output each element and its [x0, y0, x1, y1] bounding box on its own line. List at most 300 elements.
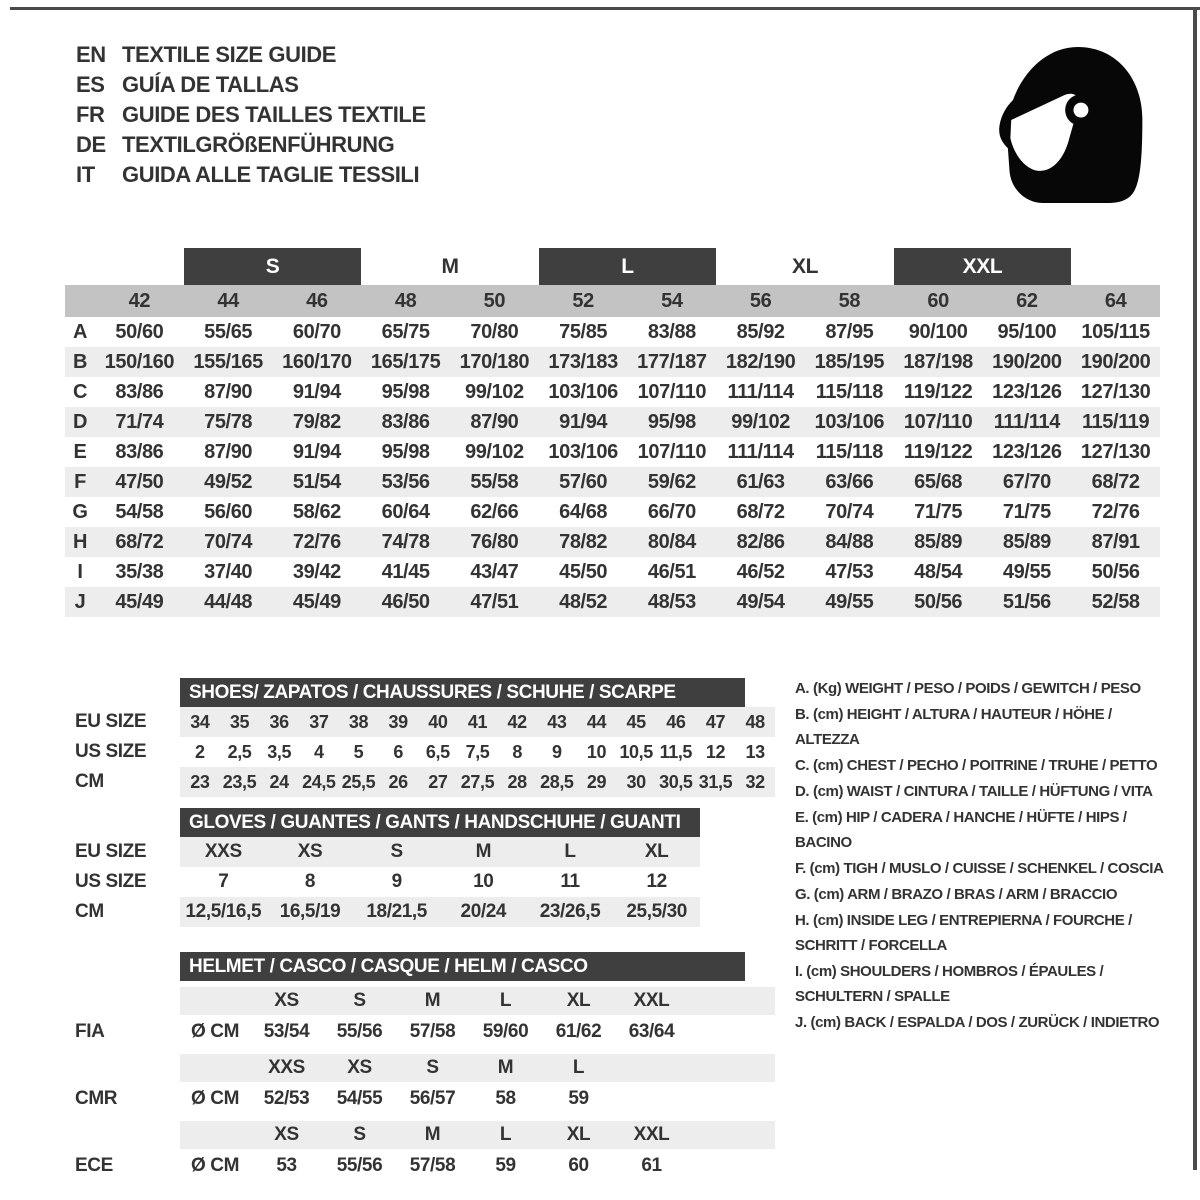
- size-value-cell: 87/90: [470, 410, 519, 433]
- size-value-cell: 54/58: [115, 500, 164, 523]
- size-value-cell: 75/78: [204, 410, 253, 433]
- size-value-cell: 27,5: [460, 771, 495, 792]
- helmet-size-header: XS: [347, 1057, 372, 1078]
- language-code: DE: [76, 132, 106, 157]
- language-row: [76, 70, 426, 100]
- size-value-cell: XS: [297, 841, 323, 862]
- row-letter: D: [72, 410, 88, 433]
- row-letter: F: [74, 470, 86, 493]
- size-value-cell: 90/100: [908, 320, 968, 343]
- row-values: [180, 737, 775, 767]
- helmet-size-value: 61/62: [555, 1020, 602, 1042]
- size-value-cell: 83/86: [115, 380, 164, 403]
- size-value-cell: 44: [586, 711, 607, 732]
- size-value-cell: 48/52: [559, 590, 608, 613]
- size-value-cell: 63/66: [825, 470, 874, 493]
- row-label: EU SIZE: [75, 841, 147, 862]
- size-column-header: 58: [838, 289, 861, 312]
- corner-spacer: [65, 285, 95, 317]
- section-title-helmet: HELMET / CASCO / CASQUE / HELM / CASCO: [180, 952, 745, 981]
- size-value-cell: 99/102: [464, 440, 524, 463]
- size-value-cell: 45: [626, 711, 646, 732]
- size-value-cell: 50/56: [1091, 560, 1140, 583]
- row-values: [180, 1149, 775, 1182]
- language-code: FR: [76, 102, 105, 127]
- size-value-cell: 49/55: [1002, 560, 1051, 583]
- standard-label: ECE: [75, 1154, 113, 1176]
- size-value-cell: 170/180: [459, 350, 530, 373]
- size-value-cell: 190/200: [992, 350, 1062, 373]
- size-value-cell: 44/48: [204, 590, 253, 613]
- size-value-cell: 25,5: [341, 771, 376, 792]
- size-value-cell: 7,5: [465, 741, 490, 762]
- size-value-cell: 50/56: [914, 590, 963, 613]
- legend-item-i: I. (cm) SHOULDERS / HOMBROS / ÉPAULES / SCHULTERN / SPALLE: [795, 963, 1104, 1005]
- size-value-cell: 119/122: [903, 380, 973, 403]
- row-label: CM: [75, 901, 104, 922]
- size-value-cell: 9: [391, 871, 402, 892]
- size-value-cell: 12,5/16,5: [185, 901, 262, 922]
- size-value-cell: 20/24: [460, 901, 507, 922]
- helmet-size-header: M: [424, 990, 441, 1011]
- legend-item-a: A. (Kg) WEIGHT / PESO / POIDS / GEWITCH / PESO: [795, 680, 1141, 697]
- size-value-cell: 39: [388, 711, 408, 732]
- language-code: ES: [76, 72, 105, 97]
- size-value-cell: 43/47: [470, 560, 519, 583]
- row-values: [180, 837, 700, 867]
- size-value-cell: 26: [388, 771, 408, 792]
- textile-row-c: [65, 377, 1160, 407]
- size-column-header: 64: [1104, 289, 1127, 312]
- size-value-cell: 31,5: [698, 771, 733, 792]
- size-value-cell: 49/55: [825, 590, 874, 613]
- standard-label: CMR: [75, 1087, 118, 1109]
- helmet-size-value: 55/56: [336, 1020, 383, 1042]
- size-value-cell: 72/76: [1091, 500, 1140, 523]
- size-value-cell: 11: [560, 871, 580, 892]
- helmet-value-row-cmr: [75, 1082, 775, 1115]
- size-value-cell: 7: [218, 871, 229, 892]
- row-values: [180, 1082, 775, 1115]
- standard-label: FIA: [75, 1020, 105, 1042]
- helmet-size-value: 56/57: [409, 1087, 456, 1109]
- legend-item-c: C. (cm) CHEST / PECHO / POITRINE / TRUHE / PETTO: [795, 757, 1158, 774]
- size-column-header: 52: [572, 289, 594, 312]
- size-value-cell: 52/58: [1091, 590, 1140, 613]
- size-value-cell: 62/66: [470, 500, 519, 523]
- size-value-cell: 103/106: [548, 440, 618, 463]
- size-value-cell: 85/89: [1002, 530, 1051, 553]
- size-value-cell: 39/42: [292, 560, 341, 583]
- size-value-cell: 58/62: [292, 500, 341, 523]
- size-value-cell: 48/53: [647, 590, 696, 613]
- size-value-cell: 4: [314, 741, 324, 762]
- legend-item-b: B. (cm) HEIGHT / ALTURA / HAUTEUR / HÖHE / ALTEZZA: [795, 706, 1112, 748]
- size-value-cell: 40: [428, 711, 448, 732]
- helmet-size-header: XXL: [633, 990, 670, 1011]
- gloves-row-eu-size: [75, 837, 700, 867]
- size-value-cell: 61/63: [736, 470, 785, 493]
- size-value-cell: 71/74: [115, 410, 164, 433]
- size-value-cell: 6,5: [425, 741, 450, 762]
- textile-row-f: [65, 467, 1160, 497]
- size-value-cell: 115/118: [815, 440, 884, 463]
- size-value-cell: 13: [745, 741, 765, 762]
- row-values: [180, 707, 775, 737]
- size-value-cell: 28: [507, 771, 527, 792]
- size-value-cell: 6: [393, 741, 403, 762]
- language-code: IT: [76, 162, 95, 187]
- size-value-cell: 12: [646, 871, 667, 892]
- row-letter: J: [74, 590, 86, 613]
- size-value-cell: 185/195: [814, 350, 885, 373]
- size-value-cell: 70/80: [470, 320, 519, 343]
- size-value-cell: 30: [626, 771, 646, 792]
- size-value-cell: S: [390, 841, 403, 862]
- size-value-cell: 85/89: [914, 530, 963, 553]
- textile-row-b: [65, 347, 1160, 377]
- size-value-cell: 45/49: [115, 590, 164, 613]
- size-value-cell: 23,5: [222, 771, 257, 792]
- size-value-cell: 47/50: [115, 470, 164, 493]
- size-value-cell: 45/49: [292, 590, 341, 613]
- language-title-list: [76, 40, 426, 190]
- size-value-cell: 187/198: [903, 350, 973, 373]
- helmet-size-header: XXL: [633, 1124, 670, 1145]
- size-value-cell: 57/60: [559, 470, 608, 493]
- spacer-cell: [180, 987, 250, 1015]
- size-value-cell: 87/90: [204, 380, 253, 403]
- language-row: [76, 40, 426, 70]
- size-value-cell: 68/72: [115, 530, 164, 553]
- size-value-cell: 45/50: [559, 560, 608, 583]
- size-value-cell: 103/106: [548, 380, 618, 403]
- size-value-cell: 91/94: [292, 380, 341, 403]
- size-value-cell: 79/82: [292, 410, 341, 433]
- size-value-cell: 10: [473, 871, 494, 892]
- size-value-cell: 160/170: [282, 350, 352, 373]
- size-column-header: 42: [128, 289, 151, 312]
- size-value-cell: 41/45: [381, 560, 430, 583]
- size-value-cell: L: [564, 841, 576, 862]
- size-value-cell: 84/88: [825, 530, 874, 553]
- size-value-cell: 60/64: [381, 500, 430, 523]
- size-column-header: 48: [394, 289, 417, 312]
- size-value-cell: 2,5: [227, 741, 252, 762]
- helmet-size-header: L: [572, 1057, 585, 1078]
- size-value-cell: 103/106: [814, 410, 885, 433]
- size-value-cell: 47: [705, 711, 726, 732]
- size-value-cell: 105/115: [1081, 320, 1150, 343]
- helmet-size-value: 52/53: [263, 1087, 310, 1109]
- size-value-cell: XL: [644, 841, 669, 862]
- size-column-header: 60: [927, 289, 949, 312]
- legend-item-j: J. (cm) BACK / ESPALDA / DOS / ZURÜCK / INDIETRO: [795, 1014, 1160, 1031]
- textile-measure-rows: [65, 317, 1160, 617]
- size-value-cell: 91/94: [559, 410, 608, 433]
- helmet-size-value: 59: [568, 1087, 589, 1109]
- size-value-cell: 47/51: [470, 590, 519, 613]
- helmet-size-value: 61: [641, 1154, 662, 1176]
- size-group-header-row: [65, 248, 1160, 285]
- size-value-cell: 49/52: [204, 470, 253, 493]
- size-value-cell: 46: [666, 711, 686, 732]
- size-value-cell: 85/92: [736, 320, 785, 343]
- legend-item-d: D. (cm) WAIST / CINTURA / TAILLE / HÜFTUNG / VITA: [795, 783, 1153, 800]
- size-value-cell: 107/110: [637, 440, 707, 463]
- size-value-cell: 11,5: [659, 741, 693, 762]
- legend-item-h: H. (cm) INSIDE LEG / ENTREPIERNA / FOURCHE / SCHRITT / FORCELLA: [795, 912, 1132, 954]
- size-value-cell: 68/72: [1091, 470, 1140, 493]
- size-value-cell: 36: [269, 711, 289, 732]
- size-value-cell: 56/60: [204, 500, 253, 523]
- size-value-cell: 3,5: [267, 741, 292, 762]
- helmet-size-header: XS: [274, 990, 299, 1011]
- size-value-cell: 87/91: [1091, 530, 1140, 553]
- helmet-size-table: [75, 952, 775, 1182]
- size-value-cell: 155/165: [193, 350, 263, 373]
- size-value-cell: 46/50: [381, 590, 430, 613]
- row-letter: H: [72, 530, 88, 553]
- language-row: [76, 100, 426, 130]
- size-value-cell: 35: [229, 711, 250, 732]
- size-value-cell: 29: [586, 771, 607, 792]
- size-column-header: 54: [661, 289, 683, 312]
- size-value-cell: 42: [507, 711, 527, 732]
- row-label: US SIZE: [75, 741, 147, 762]
- shoes-row-eu-size: [75, 707, 775, 737]
- shoes-rows: [75, 707, 775, 797]
- diameter-unit-label: Ø CM: [190, 1020, 239, 1042]
- size-value-cell: 87/90: [204, 440, 253, 463]
- size-value-cell: 107/110: [637, 380, 707, 403]
- size-group-xl: XL: [791, 254, 819, 278]
- size-value-cell: 27: [428, 771, 448, 792]
- size-value-cell: 83/88: [647, 320, 696, 343]
- row-values: [180, 867, 700, 897]
- textile-row-h: [65, 527, 1160, 557]
- size-value-cell: 80/84: [647, 530, 696, 553]
- size-value-cell: 18/21,5: [366, 901, 427, 922]
- gloves-row-cm: [75, 897, 700, 927]
- size-value-cell: 127/130: [1080, 440, 1151, 463]
- helmet-size-value: 59: [495, 1154, 516, 1176]
- gloves-rows: [75, 837, 700, 927]
- row-letter: E: [73, 440, 87, 463]
- row-letter: A: [72, 320, 88, 343]
- language-title: GUIDE DES TAILLES TEXTILE: [122, 102, 426, 127]
- size-value-cell: 37/40: [204, 560, 253, 583]
- size-value-cell: 78/82: [559, 530, 608, 553]
- size-value-cell: 38: [348, 711, 369, 732]
- textile-size-table: [65, 248, 1160, 617]
- size-value-cell: 71/75: [914, 500, 963, 523]
- top-border-rule: [10, 7, 1200, 10]
- size-value-cell: 182/190: [725, 350, 796, 373]
- size-value-cell: 49/54: [736, 590, 785, 613]
- size-value-cell: 37: [309, 711, 329, 732]
- size-value-cell: 41: [467, 711, 488, 732]
- legend-item-f: F. (cm) TIGH / MUSLO / CUISSE / SCHENKEL / COSCIA: [795, 860, 1164, 877]
- size-value-cell: 48/54: [914, 560, 963, 583]
- row-values: [180, 897, 700, 927]
- size-value-cell: 95/98: [381, 380, 430, 403]
- size-value-cell: 55/58: [470, 470, 519, 493]
- row-label: CM: [75, 771, 104, 792]
- row-letter: B: [72, 350, 88, 373]
- helmet-size-value: 59/60: [482, 1020, 529, 1042]
- size-value-cell: 173/183: [548, 350, 618, 373]
- helmet-size-header: XS: [274, 1124, 299, 1145]
- measurement-legend: [795, 676, 1177, 1036]
- spacer-cell: [180, 1121, 250, 1149]
- helmet-size-header: XL: [566, 1124, 591, 1145]
- shoes-row-us-size: [75, 737, 775, 767]
- helmet-size-header: M: [424, 1124, 441, 1145]
- helmet-size-header: S: [426, 1057, 439, 1078]
- size-value-cell: 83/86: [115, 440, 164, 463]
- helmet-size-header: [615, 1054, 688, 1082]
- row-label: EU SIZE: [75, 711, 147, 732]
- size-value-cell: XXS: [204, 841, 242, 862]
- section-title-gloves: GLOVES / GUANTES / GANTS / HANDSCHUHE / GUANTI: [180, 808, 700, 837]
- size-value-cell: 51/56: [1002, 590, 1051, 613]
- legend-item-g: G. (cm) ARM / BRAZO / BRAS / ARM / BRACCIO: [795, 886, 1118, 903]
- size-value-cell: 99/102: [464, 380, 524, 403]
- helmet-size-header: S: [353, 990, 366, 1011]
- size-value-cell: 83/86: [381, 410, 430, 433]
- shoes-row-cm: [75, 767, 775, 797]
- size-value-cell: 95/100: [997, 320, 1057, 343]
- size-value-cell: 24,5: [302, 771, 336, 792]
- size-value-cell: 177/187: [637, 350, 707, 373]
- size-value-cell: 53/56: [381, 470, 430, 493]
- language-row: [76, 160, 426, 190]
- size-value-cell: 28,5: [540, 771, 574, 792]
- size-value-cell: 35/38: [115, 560, 164, 583]
- size-value-cell: 123/126: [992, 440, 1062, 463]
- size-value-cell: 127/130: [1080, 380, 1151, 403]
- size-value-cell: 115/118: [815, 380, 884, 403]
- helmet-size-value: 55/56: [336, 1154, 383, 1176]
- size-column-header: 46: [306, 289, 328, 312]
- size-value-cell: 48: [745, 711, 765, 732]
- helmet-size-value: 58: [495, 1087, 516, 1109]
- diameter-unit-label: Ø CM: [190, 1154, 239, 1176]
- size-number-header-row: [65, 285, 1160, 317]
- size-value-cell: 74/78: [381, 530, 430, 553]
- textile-row-j: [65, 587, 1160, 617]
- size-value-cell: 71/75: [1002, 500, 1051, 523]
- size-value-cell: 87/95: [825, 320, 874, 343]
- size-group-l: L: [539, 248, 717, 285]
- helmet-size-row-cmr: [180, 1054, 775, 1082]
- helmet-size-header: XL: [566, 990, 591, 1011]
- row-values: [180, 767, 775, 797]
- size-value-cell: 23/26,5: [539, 901, 601, 922]
- size-value-cell: 30,5: [659, 771, 693, 792]
- size-value-cell: 46/52: [736, 560, 785, 583]
- size-value-cell: 5: [353, 741, 364, 762]
- size-value-cell: 10,5: [619, 741, 653, 762]
- size-value-cell: 119/122: [903, 440, 973, 463]
- row-letter: I: [77, 560, 83, 583]
- size-value-cell: 107/110: [903, 410, 973, 433]
- size-value-cell: 95/98: [647, 410, 696, 433]
- size-value-cell: 68/72: [736, 500, 785, 523]
- size-group-xxl: XXL: [894, 248, 1072, 285]
- size-value-cell: 64/68: [559, 500, 608, 523]
- size-value-cell: 115/119: [1081, 410, 1150, 433]
- size-value-cell: 70/74: [204, 530, 253, 553]
- size-value-cell: 23: [190, 771, 210, 792]
- size-column-header: 56: [749, 289, 772, 312]
- textile-row-a: [65, 317, 1160, 347]
- size-value-cell: 2: [195, 741, 205, 762]
- language-title: TEXTILGRÖßENFÜHRUNG: [122, 132, 395, 157]
- row-values: [180, 1015, 775, 1048]
- helmet-size-value: 57/58: [409, 1020, 456, 1042]
- size-value-cell: 66/70: [647, 500, 696, 523]
- helmet-size-value: 54/55: [336, 1087, 383, 1109]
- helmet-size-value: 53: [276, 1154, 297, 1176]
- helmet-size-header: M: [497, 1057, 514, 1078]
- size-value-cell: 59/62: [647, 470, 696, 493]
- textile-row-d: [65, 407, 1160, 437]
- size-column-header: 62: [1016, 289, 1038, 312]
- size-value-cell: 43: [547, 711, 567, 732]
- size-value-cell: 82/86: [736, 530, 785, 553]
- textile-row-g: [65, 497, 1160, 527]
- size-value-cell: 8: [304, 871, 316, 892]
- size-value-cell: 91/94: [292, 440, 341, 463]
- size-value-cell: 47/53: [825, 560, 874, 583]
- size-column-header: 50: [483, 289, 506, 312]
- size-value-cell: 55/65: [204, 320, 253, 343]
- size-value-cell: 65/75: [381, 320, 430, 343]
- helmet-value-row-fia: [75, 1015, 775, 1048]
- racing-helmet-icon: [980, 42, 1152, 208]
- helmet-size-header: L: [499, 990, 512, 1011]
- helmet-size-value: [615, 1082, 688, 1115]
- right-border-rule: [1193, 7, 1197, 1170]
- size-value-cell: 111/114: [727, 380, 794, 403]
- size-value-cell: 46/51: [647, 560, 696, 583]
- size-value-cell: 95/98: [381, 440, 430, 463]
- language-title: GUIDA ALLE TAGLIE TESSILI: [122, 162, 420, 187]
- size-value-cell: 150/160: [104, 350, 175, 373]
- helmet-size-header: S: [353, 1124, 366, 1145]
- language-title: GUÍA DE TALLAS: [122, 72, 299, 97]
- size-value-cell: 75/85: [559, 320, 608, 343]
- size-value-cell: 24: [269, 771, 289, 792]
- shoes-size-table: [75, 678, 775, 797]
- row-label: US SIZE: [75, 871, 147, 892]
- spacer-cell: [180, 1054, 250, 1082]
- helmet-size-value: 63/64: [628, 1020, 675, 1042]
- language-title: TEXTILE SIZE GUIDE: [122, 42, 337, 67]
- helmet-size-value: 60: [568, 1154, 589, 1176]
- size-value-cell: 12: [705, 741, 726, 762]
- size-value-cell: 72/76: [292, 530, 341, 553]
- size-value-cell: 70/74: [825, 500, 874, 523]
- helmet-size-value: 57/58: [409, 1154, 456, 1176]
- language-code: EN: [76, 42, 106, 67]
- size-value-cell: 9: [552, 741, 562, 762]
- helmet-size-header: XXS: [268, 1057, 305, 1078]
- helmet-size-value: 53/54: [263, 1020, 310, 1042]
- size-value-cell: 32: [745, 771, 765, 792]
